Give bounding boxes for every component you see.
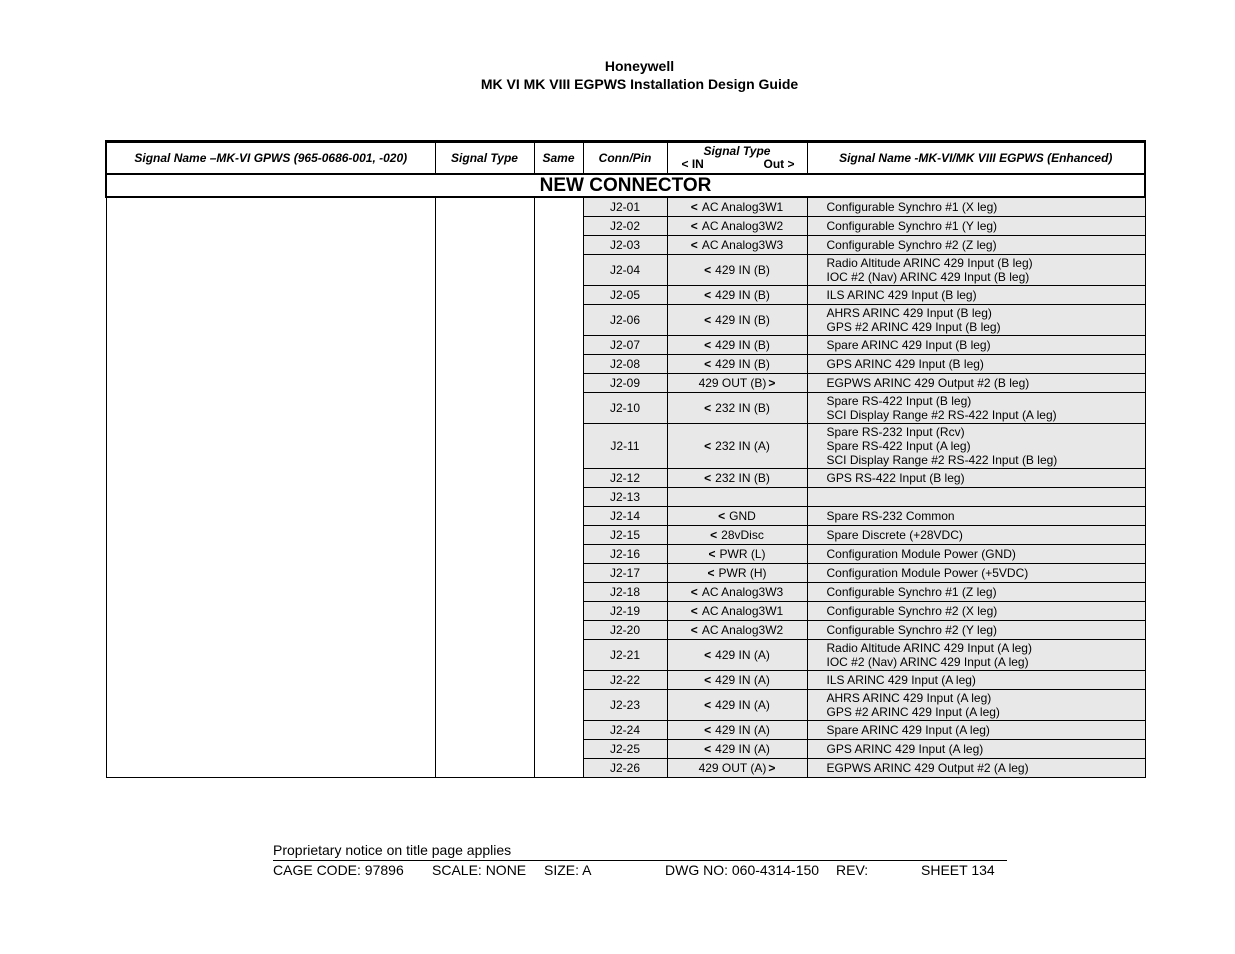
signal-type-cell [667, 720, 807, 739]
signal-type-cell [667, 423, 807, 468]
direction-indicator: < [704, 287, 712, 302]
signal-name-line: SCI Display Range #2 RS-422 Input (B leg) [826, 452, 1058, 467]
signal-type-value: AC Analog3W1 [701, 603, 784, 618]
conn-pin-cell: J2-06 [583, 304, 667, 335]
signal-name-line: GPS #2 ARINC 429 Input (B leg) [826, 319, 1001, 334]
signal-type-value: 429 OUT (B) [698, 375, 767, 390]
signal-type-value: 429 IN (A) [715, 697, 770, 712]
conn-pin-cell: J2-25 [583, 739, 667, 758]
direction-indicator: < [704, 337, 712, 352]
signal-name-line: Radio Altitude ARINC 429 Input (A leg) [826, 640, 1032, 655]
signal-type-cell [667, 335, 807, 354]
signal-type-cell [667, 544, 807, 563]
egpws-signal-name-cell [807, 235, 1145, 254]
signal-name-line: Spare RS-232 Input (Rcv) [826, 424, 965, 439]
direction-indicator: > [768, 760, 776, 775]
col-header-conn-pin: Conn/Pin [583, 142, 667, 175]
signal-type-out-label: Out > [763, 157, 795, 171]
egpws-signal-name-cell [807, 758, 1145, 777]
signal-type-cell [667, 620, 807, 639]
direction-indicator: < [704, 722, 712, 737]
egpws-signal-name-cell [807, 544, 1145, 563]
signal-name-line: Spare ARINC 429 Input (B leg) [826, 337, 991, 352]
table-header-row [106, 142, 1145, 175]
signal-type-cell [667, 758, 807, 777]
signal-type-value: 232 IN (A) [715, 438, 770, 453]
same-cell [534, 197, 583, 777]
conn-pin-cell: J2-07 [583, 335, 667, 354]
direction-indicator: < [707, 565, 715, 580]
signal-name-line: Configurable Synchro #1 (Z leg) [826, 584, 997, 599]
conn-pin-cell: J2-24 [583, 720, 667, 739]
conn-pin-cell: J2-04 [583, 254, 667, 285]
col-header-signal-type: Signal Type [435, 142, 534, 175]
signal-name-line: IOC #2 (Nav) ARINC 429 Input (B leg) [826, 269, 1030, 284]
direction-indicator: < [708, 546, 716, 561]
direction-indicator: < [690, 603, 698, 618]
egpws-signal-name-cell [807, 354, 1145, 373]
signal-type-value: AC Analog3W2 [701, 218, 784, 233]
conn-pin-cell: J2-19 [583, 601, 667, 620]
egpws-signal-name-cell [807, 563, 1145, 582]
signal-type-cell [667, 601, 807, 620]
signal-type-value: 28vDisc [721, 527, 764, 542]
connector-table [105, 140, 1146, 778]
signal-type-cell [667, 670, 807, 689]
direction-indicator: < [704, 672, 712, 687]
signal-type-value: AC Analog3W3 [701, 584, 784, 599]
direction-indicator: < [690, 199, 698, 214]
signal-type-value: PWR (H) [718, 565, 767, 580]
signal-name-line: EGPWS ARINC 429 Output #2 (A leg) [826, 760, 1029, 775]
egpws-signal-name-cell [807, 582, 1145, 601]
new-connector-banner: NEW CONNECTOR [106, 174, 1145, 197]
signal-name-line: Spare RS-422 Input (B leg) [826, 393, 972, 408]
direction-indicator: < [690, 584, 698, 599]
signal-name-line: Configurable Synchro #1 (X leg) [826, 199, 998, 214]
egpws-signal-name-cell [807, 335, 1145, 354]
signal-type-in-label: < IN [681, 157, 704, 171]
conn-pin-cell: J2-22 [583, 670, 667, 689]
signal-type-cell [667, 506, 807, 525]
egpws-signal-name-cell [807, 525, 1145, 544]
sheet-number: SHEET 134 [921, 862, 995, 878]
signal-name-line: Radio Altitude ARINC 429 Input (B leg) [826, 255, 1033, 270]
direction-indicator: < [690, 622, 698, 637]
egpws-signal-name-cell [807, 670, 1145, 689]
egpws-signal-name-cell [807, 423, 1145, 468]
col-header-egpws-signal-type [667, 142, 807, 175]
cage-code: CAGE CODE: 97896 [273, 862, 404, 878]
signal-name-line: GPS RS-422 Input (B leg) [826, 470, 965, 485]
signal-name-line: Configurable Synchro #2 (Y leg) [826, 622, 998, 637]
egpws-signal-name-cell [807, 373, 1145, 392]
direction-indicator: < [690, 237, 698, 252]
signal-type-value: 429 IN (B) [715, 262, 770, 277]
signal-type-value: AC Analog3W2 [701, 622, 784, 637]
signal-name-line: AHRS ARINC 429 Input (A leg) [826, 690, 992, 705]
signal-type-cell [667, 689, 807, 720]
company-name: Honeywell [604, 58, 675, 74]
egpws-signal-name-cell [807, 216, 1145, 235]
egpws-signal-name-cell [807, 304, 1145, 335]
proprietary-notice: Proprietary notice on title page applies [273, 842, 1007, 861]
signal-type-cell [667, 354, 807, 373]
signal-name-line: EGPWS ARINC 429 Output #2 (B leg) [826, 375, 1030, 390]
signal-name-line: GPS ARINC 429 Input (A leg) [826, 741, 984, 756]
signal-name-line: IOC #2 (Nav) ARINC 429 Input (A leg) [826, 654, 1029, 669]
signal-type-cell [667, 304, 807, 335]
egpws-signal-name-cell [807, 285, 1145, 304]
egpws-signal-name-cell [807, 620, 1145, 639]
conn-pin-cell: J2-05 [583, 285, 667, 304]
conn-pin-cell: J2-15 [583, 525, 667, 544]
signal-type-value: AC Analog3W3 [701, 237, 784, 252]
egpws-signal-name-cell [807, 392, 1145, 423]
signal-name-line: SCI Display Range #2 RS-422 Input (A leg) [826, 407, 1057, 422]
conn-pin-cell: J2-03 [583, 235, 667, 254]
direction-indicator: < [704, 438, 712, 453]
egpws-signal-name-cell [807, 720, 1145, 739]
signal-type-cell [667, 254, 807, 285]
signal-type-cell [667, 197, 807, 216]
signal-type-cell [667, 216, 807, 235]
direction-indicator: < [710, 527, 718, 542]
signal-type-value: 232 IN (B) [715, 470, 770, 485]
scale: SCALE: NONE [432, 862, 527, 878]
signal-type-cell [667, 392, 807, 423]
signal-type-cell [667, 639, 807, 670]
conn-pin-cell: J2-09 [583, 373, 667, 392]
signal-name-line: Configurable Synchro #2 (X leg) [826, 603, 998, 618]
document-title: MK VI MK VIII EGPWS Installation Design Guide [480, 76, 799, 92]
direction-indicator: < [690, 218, 698, 233]
direction-indicator: < [718, 508, 726, 523]
document-header [0, 57, 1235, 93]
direction-indicator: < [704, 647, 712, 662]
egpws-signal-name-cell [807, 739, 1145, 758]
col-header-mkvi-signal-name: Signal Name –MK-VI GPWS (965-0686-001, -020) [106, 142, 435, 175]
signal-name-line: GPS ARINC 429 Input (B leg) [826, 356, 984, 371]
signal-name-line: Configurable Synchro #1 (Y leg) [826, 218, 998, 233]
direction-indicator: < [704, 697, 712, 712]
egpws-signal-name-cell [807, 639, 1145, 670]
signal-type-cell [667, 739, 807, 758]
conn-pin-cell: J2-12 [583, 468, 667, 487]
conn-pin-cell: J2-14 [583, 506, 667, 525]
document-footer [273, 842, 1007, 880]
signal-type-cell [667, 373, 807, 392]
signal-type-cell [667, 235, 807, 254]
direction-indicator: < [704, 741, 712, 756]
egpws-signal-name-cell [807, 468, 1145, 487]
signal-name-line: Spare ARINC 429 Input (A leg) [826, 722, 990, 737]
signal-type-value: 429 IN (B) [715, 287, 770, 302]
signal-type-value: PWR (L) [719, 546, 766, 561]
signal-type-cell [667, 582, 807, 601]
egpws-signal-name-cell [807, 197, 1145, 216]
egpws-signal-name-cell [807, 689, 1145, 720]
signal-name-line: Configuration Module Power (+5VDC) [826, 565, 1029, 580]
signal-type-label: Signal Type [703, 144, 771, 158]
size: SIZE: A [544, 862, 592, 878]
conn-pin-cell: J2-02 [583, 216, 667, 235]
signal-type-value: 429 IN (A) [715, 672, 770, 687]
egpws-signal-name-cell [807, 506, 1145, 525]
signal-type-cell [667, 525, 807, 544]
dwg-number: DWG NO: 060-4314-150 [665, 862, 820, 878]
signal-type-value: 429 IN (B) [715, 356, 770, 371]
signal-type-value: 429 IN (B) [715, 312, 770, 327]
table-row [106, 197, 1145, 216]
signal-type-value: 232 IN (B) [715, 400, 770, 415]
signal-type-cell [667, 468, 807, 487]
signal-type-cell [667, 285, 807, 304]
col-header-egpws-signal-name: Signal Name -MK-VI/MK VIII EGPWS (Enhanced) [807, 142, 1145, 175]
col-header-same: Same [534, 142, 583, 175]
signal-name-line: Spare RS-422 Input (A leg) [826, 438, 971, 453]
signal-name-line: Spare RS-232 Common [826, 508, 955, 523]
signal-name-line: Configuration Module Power (GND) [826, 546, 1016, 561]
direction-indicator: < [704, 470, 712, 485]
revision: REV: [836, 862, 869, 878]
signal-type-cell [667, 487, 807, 506]
conn-pin-cell: J2-08 [583, 354, 667, 373]
signal-type-value: 429 OUT (A) [698, 760, 767, 775]
direction-indicator: < [704, 356, 712, 371]
direction-indicator: < [704, 262, 712, 277]
conn-pin-cell: J2-17 [583, 563, 667, 582]
signal-type-value: 429 IN (B) [715, 337, 770, 352]
conn-pin-cell: J2-20 [583, 620, 667, 639]
conn-pin-cell: J2-10 [583, 392, 667, 423]
egpws-signal-name-cell [807, 487, 1145, 506]
signal-type-value: AC Analog3W1 [701, 199, 784, 214]
signal-name-line: Spare Discrete (+28VDC) [826, 527, 963, 542]
conn-pin-cell: J2-13 [583, 487, 667, 506]
direction-indicator: > [768, 375, 776, 390]
signal-type-value: 429 IN (A) [715, 647, 770, 662]
conn-pin-cell: J2-01 [583, 197, 667, 216]
signal-type-cell [667, 563, 807, 582]
signal-name-line: ILS ARINC 429 Input (A leg) [826, 672, 976, 687]
conn-pin-cell: J2-23 [583, 689, 667, 720]
direction-indicator: < [704, 400, 712, 415]
signal-type-value: 429 IN (A) [715, 722, 770, 737]
conn-pin-cell: J2-11 [583, 423, 667, 468]
signal-name-line: AHRS ARINC 429 Input (B leg) [826, 305, 992, 320]
conn-pin-cell: J2-18 [583, 582, 667, 601]
conn-pin-cell: J2-26 [583, 758, 667, 777]
direction-indicator: < [704, 312, 712, 327]
egpws-signal-name-cell [807, 254, 1145, 285]
new-connector-banner-row [106, 174, 1145, 197]
signal-name-line: ILS ARINC 429 Input (B leg) [826, 287, 977, 302]
conn-pin-cell: J2-21 [583, 639, 667, 670]
conn-pin-cell: J2-16 [583, 544, 667, 563]
signal-name-line: GPS #2 ARINC 429 Input (A leg) [826, 704, 1000, 719]
mkvi-signal-name-cell [106, 197, 435, 777]
signal-type-value: GND [729, 508, 756, 523]
egpws-signal-name-cell [807, 601, 1145, 620]
signal-type-value: 429 IN (A) [715, 741, 770, 756]
signal-name-line: Configurable Synchro #2 (Z leg) [826, 237, 997, 252]
mkvi-signal-type-cell [435, 197, 534, 777]
